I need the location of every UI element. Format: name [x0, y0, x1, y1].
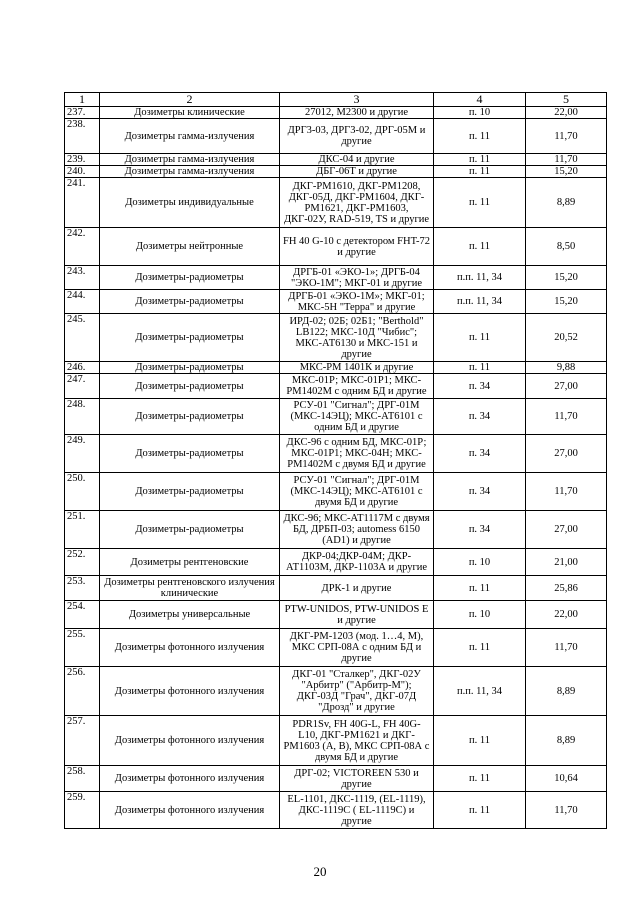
- row-number: 248.: [65, 399, 100, 435]
- table-row: [65, 107, 607, 119]
- registry-table: [64, 92, 607, 829]
- row-number: 256.: [65, 667, 100, 716]
- row-number: 255.: [65, 629, 100, 667]
- device-models: ДРГ-02; VICTOREEN 530 и другие: [280, 766, 434, 792]
- reference: п. 11: [434, 716, 526, 766]
- reference: п. 10: [434, 549, 526, 576]
- reference: п.п. 11, 34: [434, 290, 526, 314]
- price: 22,00: [526, 601, 607, 629]
- table-row: [65, 576, 607, 601]
- row-number: 245.: [65, 314, 100, 362]
- price: 10,64: [526, 766, 607, 792]
- device-type: Дозиметры-радиометры: [100, 314, 280, 362]
- price: 11,70: [526, 792, 607, 829]
- row-number: 238.: [65, 119, 100, 154]
- table-row: [65, 629, 607, 667]
- table-row: [65, 511, 607, 549]
- device-models: ДБГ-06Т и другие: [280, 166, 434, 178]
- price: 11,70: [526, 119, 607, 154]
- row-number: 250.: [65, 473, 100, 511]
- header-col-5: 5: [526, 93, 607, 107]
- device-type: Дозиметры-радиометры: [100, 511, 280, 549]
- price: 8,89: [526, 178, 607, 228]
- table-row: [65, 473, 607, 511]
- reference: п. 11: [434, 178, 526, 228]
- header-col-4: 4: [434, 93, 526, 107]
- row-number: 240.: [65, 166, 100, 178]
- device-models: ДРГБ-01 «ЭКО-1М»; МКГ-01; МКС-5Н "Терра" и другие: [280, 290, 434, 314]
- header-col-2: 2: [100, 93, 280, 107]
- reference: п. 10: [434, 107, 526, 119]
- reference: п. 11: [434, 792, 526, 829]
- device-models: РСУ-01 "Сигнал"; ДРГ-01М (МКС-14ЭЦ); МКС-АТ6101 с одним БД и другие: [280, 399, 434, 435]
- device-models: ДКГ-РМ-1203 (мод. 1…4, М), МКС СРП-08А с одним БД и другие: [280, 629, 434, 667]
- reference: п. 34: [434, 435, 526, 473]
- device-models: ДКС-96 с одним БД, МКС-01Р; МКС-01Р1; МКС-04Н; МКС-РМ1402М с двумя БД и другие: [280, 435, 434, 473]
- reference: п. 11: [434, 228, 526, 266]
- device-type: Дозиметры клинические: [100, 107, 280, 119]
- reference: п. 11: [434, 766, 526, 792]
- table-row: [65, 374, 607, 399]
- device-models: ДКГ-01 "Сталкер", ДКГ-02У "Арбитр" ("Арбитр-М"); ДКГ-03Д "Грач", ДКГ-07Д "Дрозд" и другие: [280, 667, 434, 716]
- row-number: 251.: [65, 511, 100, 549]
- table-row: [65, 362, 607, 374]
- device-type: Дозиметры-радиометры: [100, 266, 280, 290]
- price: 15,20: [526, 166, 607, 178]
- device-type: Дозиметры гамма-излучения: [100, 166, 280, 178]
- price: 15,20: [526, 266, 607, 290]
- reference: п. 34: [434, 399, 526, 435]
- device-models: ДРГ3-03, ДРГ3-02, ДРГ-05М и другие: [280, 119, 434, 154]
- device-type: Дозиметры нейтронные: [100, 228, 280, 266]
- reference: п. 11: [434, 576, 526, 601]
- device-type: Дозиметры-радиометры: [100, 399, 280, 435]
- device-type: Дозиметры фотонного излучения: [100, 667, 280, 716]
- page-number: 20: [313, 864, 327, 879]
- device-models: PTW-UNIDOS, PTW-UNIDOS E и другие: [280, 601, 434, 629]
- device-type: Дозиметры фотонного излучения: [100, 629, 280, 667]
- price: 21,00: [526, 549, 607, 576]
- row-number: 244.: [65, 290, 100, 314]
- reference: п. 11: [434, 629, 526, 667]
- device-models: FH 40 G-10 с детектором FHT-72 и другие: [280, 228, 434, 266]
- device-type: Дозиметры-радиометры: [100, 435, 280, 473]
- reference: п.п. 11, 34: [434, 667, 526, 716]
- device-models: ДКГ-РМ1610, ДКГ-РМ1208, ДКГ-05Д, ДКГ-РМ1604, ДКГ-РМ1621, ДКГ-РМ1603, ДКГ-02У, RAD-519, TS и другие: [280, 178, 434, 228]
- device-type: Дозиметры фотонного излучения: [100, 716, 280, 766]
- row-number: 252.: [65, 549, 100, 576]
- table-row: [65, 154, 607, 166]
- device-models: МКС-РМ 1401К и другие: [280, 362, 434, 374]
- device-type: Дозиметры фотонного излучения: [100, 766, 280, 792]
- price: 8,89: [526, 716, 607, 766]
- row-number: 242.: [65, 228, 100, 266]
- device-models: EL-1101, ДКС-1119, (EL-1119), ДКС-1119С ( EL-1119С) и другие: [280, 792, 434, 829]
- device-type: Дозиметры-радиометры: [100, 362, 280, 374]
- reference: п. 11: [434, 362, 526, 374]
- price: 22,00: [526, 107, 607, 119]
- device-type: Дозиметры-радиометры: [100, 290, 280, 314]
- device-type: Дозиметры универсальные: [100, 601, 280, 629]
- device-models: ДРК-1 и другие: [280, 576, 434, 601]
- price: 11,70: [526, 154, 607, 166]
- table-row: [65, 178, 607, 228]
- price: 27,00: [526, 511, 607, 549]
- table-row: [65, 166, 607, 178]
- row-number: 253.: [65, 576, 100, 601]
- device-type: Дозиметры гамма-излучения: [100, 119, 280, 154]
- table-row: [65, 667, 607, 716]
- row-number: 254.: [65, 601, 100, 629]
- header-row: [65, 93, 607, 107]
- row-number: 237.: [65, 107, 100, 119]
- table-row: [65, 314, 607, 362]
- table-row: [65, 266, 607, 290]
- table-row: [65, 601, 607, 629]
- device-models: 27012, M2300 и другие: [280, 107, 434, 119]
- reference: п. 34: [434, 374, 526, 399]
- price: 27,00: [526, 374, 607, 399]
- device-type: Дозиметры-радиометры: [100, 374, 280, 399]
- price: 8,89: [526, 667, 607, 716]
- table-row: [65, 228, 607, 266]
- reference: п. 34: [434, 473, 526, 511]
- price: 8,50: [526, 228, 607, 266]
- device-type: Дозиметры рентгеновского излучения клинические: [100, 576, 280, 601]
- device-models: ДРГБ-01 «ЭКО-1»; ДРГБ-04 "ЭКО-1М"; МКГ-01 и другие: [280, 266, 434, 290]
- row-number: 246.: [65, 362, 100, 374]
- table-row: [65, 766, 607, 792]
- device-type: Дозиметры фотонного излучения: [100, 792, 280, 829]
- row-number: 257.: [65, 716, 100, 766]
- row-number: 247.: [65, 374, 100, 399]
- row-number: 241.: [65, 178, 100, 228]
- price: 11,70: [526, 629, 607, 667]
- table-row: [65, 399, 607, 435]
- device-type: Дозиметры рентгеновские: [100, 549, 280, 576]
- device-type: Дозиметры-радиометры: [100, 473, 280, 511]
- device-models: ИРД-02; 02Б; 02Б1; "Berthold" LB122; МКС-10Д "Чибис"; МКС-АТ6130 и МКС-151 и другие: [280, 314, 434, 362]
- device-models: PDR1Sv, FH 40G-L, FH 40G-L10, ДКГ-РМ1621 и ДКГ-РМ1603 (А, В), МКС СРП-08А с двумя БД и другие: [280, 716, 434, 766]
- row-number: 258.: [65, 766, 100, 792]
- table-row: [65, 119, 607, 154]
- row-number: 249.: [65, 435, 100, 473]
- table-row: [65, 435, 607, 473]
- table-row: [65, 716, 607, 766]
- device-type: Дозиметры гамма-излучения: [100, 154, 280, 166]
- header-col-3: 3: [280, 93, 434, 107]
- device-type: Дозиметры индивидуальные: [100, 178, 280, 228]
- header-col-1: 1: [65, 93, 100, 107]
- device-models: РСУ-01 "Сигнал"; ДРГ-01М (МКС-14ЭЦ); МКС-АТ6101 с двумя БД и другие: [280, 473, 434, 511]
- row-number: 243.: [65, 266, 100, 290]
- table-row: [65, 290, 607, 314]
- device-models: ДКС-04 и другие: [280, 154, 434, 166]
- device-models: ДКС-96; МКС-АТ1117М с двумя БД, ДРБП-03; automess 6150 (AD1) и другие: [280, 511, 434, 549]
- reference: п. 11: [434, 119, 526, 154]
- device-models: ДКР-04;ДКР-04М; ДКР-АТ1103М, ДКР-1103А и другие: [280, 549, 434, 576]
- price: 27,00: [526, 435, 607, 473]
- reference: п. 11: [434, 314, 526, 362]
- price: 11,70: [526, 399, 607, 435]
- row-number: 259.: [65, 792, 100, 829]
- reference: п. 11: [434, 154, 526, 166]
- device-models: МКС-01Р; МКС-01Р1; МКС-РМ1402М с одним БД и другие: [280, 374, 434, 399]
- reference: п. 10: [434, 601, 526, 629]
- table-row: [65, 792, 607, 829]
- price: 25,86: [526, 576, 607, 601]
- reference: п. 11: [434, 166, 526, 178]
- price: 15,20: [526, 290, 607, 314]
- reference: п. 34: [434, 511, 526, 549]
- price: 11,70: [526, 473, 607, 511]
- price: 9,88: [526, 362, 607, 374]
- row-number: 239.: [65, 154, 100, 166]
- reference: п.п. 11, 34: [434, 266, 526, 290]
- price: 20,52: [526, 314, 607, 362]
- table-row: [65, 549, 607, 576]
